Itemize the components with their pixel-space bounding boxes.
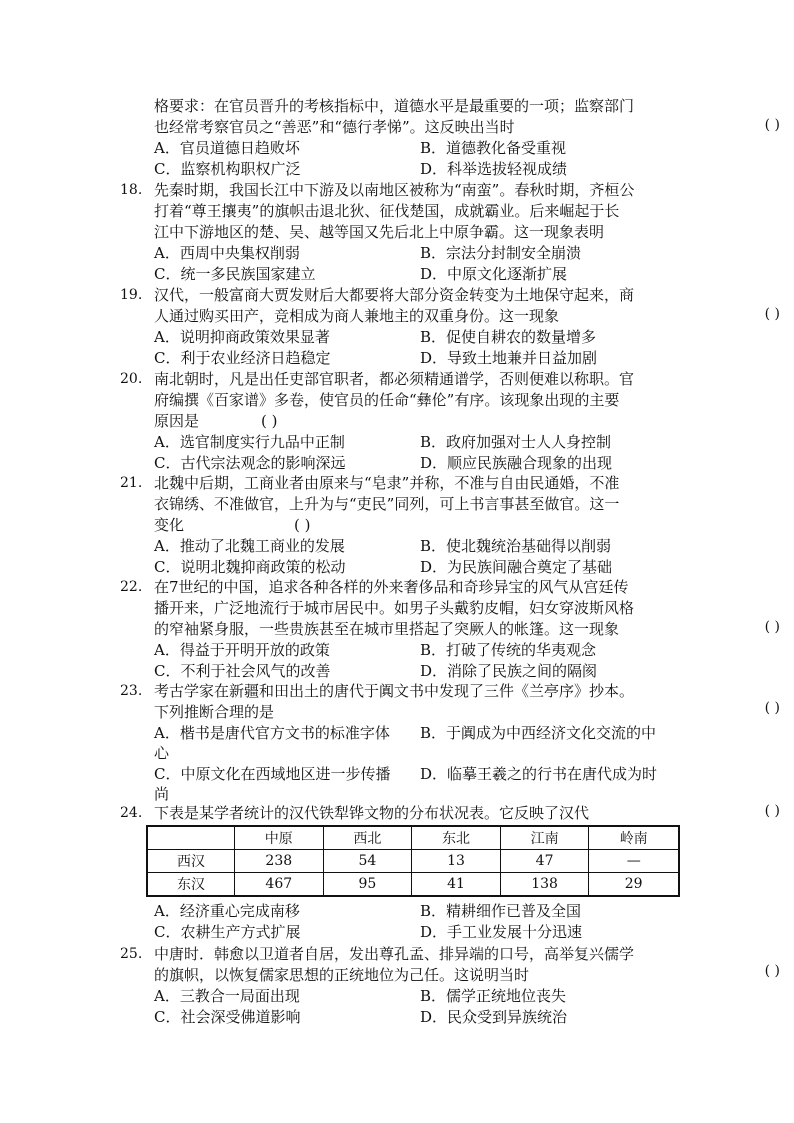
table-cell: 41 [412,873,501,897]
question-text: 江中下游地区的楚、吴、越等国又先后北上中原争霸。这一现象表明 [154,223,605,241]
question-text: 下列推断合理的是 [154,703,275,721]
option-d[interactable]: D．导致土地兼并日益加剧 [420,349,598,367]
option-b[interactable]: B．儒学正统地位丧失 [420,987,567,1005]
table-header-cell: 中原 [235,826,324,850]
option-a[interactable]: A．得益于开明开放的政策 [154,641,330,659]
table-cell: 47 [500,850,589,873]
table-header-cell: 江南 [500,826,589,850]
table-cell: 238 [235,850,324,873]
question-text: 衣锦绣、不准做官，上升为与“吏民”同列，可上书言事甚至做官。这一 [154,495,620,513]
table-cell: — [589,850,679,873]
question-text: 北魏中后期，工商业者由原来与“皂隶”并称，不准与自由民通婚，不准 [154,474,620,492]
question-text: 在7世纪的中国，追求各种各样的外来奢侈品和奇珍异宝的风气从宫廷传 [154,578,629,596]
option-d[interactable]: D．民众受到异族统治 [420,1008,568,1026]
question-text: 播开来，广泛地流行于城市居民中。如男子头戴豹皮帽，妇女穿波斯风格 [154,599,635,617]
question-number: 19. [120,287,143,303]
table-header-cell: 西北 [323,826,412,850]
option-c[interactable]: C．统一多民族国家建立 [154,265,316,283]
question-number: 20. [120,371,143,387]
question-text: 府编撰《百家谱》多卷，使官员的任命“彝伦”有序。该现象出现的主要 [154,391,620,409]
option-a[interactable]: A．楷书是唐代官方文书的标准字体 [154,724,390,742]
table-cell: 95 [323,873,412,897]
table-header-cell: 东北 [412,826,501,850]
question-text: 的窄袖紧身服，一些贵族甚至在城市里搭起了突厥人的帐篷。这一现象 [154,620,620,638]
answer-paren[interactable]: ( ) [764,963,780,979]
option-d[interactable]: D．为民族间融合奠定了基础 [420,558,613,576]
question-text: 中唐时．韩愈以卫道者自居，发出尊孔孟、排异端的口号，高举复兴儒学 [154,945,635,963]
option-c[interactable]: C．社会深受佛道影响 [154,1008,301,1026]
answer-paren[interactable]: ( ) [294,516,311,534]
table-cell: 138 [500,873,589,897]
table-header-cell [147,826,235,850]
option-b[interactable]: B．道德教化备受重视 [420,139,567,157]
option-d[interactable]: D．临摹王羲之的行书在唐代成为时 [420,765,658,783]
table-cell: 东汉 [147,873,235,897]
question-text: 考古学家在新疆和田出土的唐代于阗文书中发现了三件《兰亭序》抄本。 [154,682,635,700]
answer-paren[interactable]: ( ) [764,700,780,716]
question-text: 格要求：在官员晋升的考核指标中，道德水平是最重要的一项；监察部门 [154,97,635,115]
table-header-cell: 岭南 [589,826,679,850]
question-text: 下表是某学者统计的汉代铁犁铧文物的分布状况表。它反映了汉代 [154,804,590,822]
table-header-row [147,826,679,850]
answer-paren[interactable]: ( ) [764,117,780,133]
table-cell: 54 [323,850,412,873]
option-d[interactable]: D．中原文化逐渐扩展 [420,265,568,283]
table-row [147,850,679,873]
option-a[interactable]: A．选官制度实行九品中正制 [154,433,345,451]
question-number: 18. [120,182,143,198]
option-b[interactable]: B．使北魏统治基础得以削弱 [420,537,612,555]
option-d[interactable]: D．手工业发展十分迅速 [420,923,583,941]
question-number: 21. [120,475,143,491]
question-text: 的旗帜，以恢复儒家思想的正统地位为己任。这说明当时 [154,966,530,984]
option-b[interactable]: B．精耕细作已普及全国 [420,902,582,920]
option-c[interactable]: C．利于农业经济日趋稳定 [154,349,331,367]
answer-paren[interactable]: ( ) [764,803,780,819]
option-c-wrap: 尚 [154,785,170,803]
option-a[interactable]: A．西周中央集权削弱 [154,244,300,262]
table-cell: 467 [235,873,324,897]
option-c[interactable]: C．说明北魏抑商政策的松动 [154,558,346,576]
option-b[interactable]: B．打破了传统的华夷观念 [420,641,597,659]
option-d[interactable]: D．科举选拔轻视成绩 [420,160,568,178]
question-number: 22. [120,579,143,595]
table-row [147,873,679,897]
option-a-wrap: 心 [154,744,170,762]
option-b[interactable]: B．促使自耕农的数量增多 [420,328,597,346]
option-c[interactable]: C．监察机构职权广泛 [154,160,301,178]
answer-paren[interactable]: ( ) [764,306,780,322]
question-number: 23. [120,683,143,699]
option-b[interactable]: B．宗法分封制安全崩溃 [420,244,582,262]
answer-paren[interactable]: ( ) [261,412,278,430]
option-c[interactable]: C．中原文化在西域地区进一步传播 [154,765,391,783]
option-a[interactable]: A．推动了北魏工商业的发展 [154,537,345,555]
iron-plough-table [146,825,680,897]
option-b[interactable]: B．于阗成为中西经济文化交流的中 [420,724,657,742]
option-d[interactable]: D．顺应民族融合现象的出现 [420,454,613,472]
question-text: 也经常考察官员之“善恶”和“德行孝悌”。这反映出当时 [154,118,515,136]
option-d[interactable]: D．消除了民族之间的隔阂 [420,662,598,680]
question-text: 原因是 ( ) [154,412,278,430]
question-text: 南北朝时，凡是出任吏部官职者，都必须精通谱学，否则便难以称职。官 [154,370,635,388]
question-text: 打着“尊王攘夷”的旗帜击退北狄、征伐楚国，成就霸业。后来崛起于长 [154,202,620,220]
option-c[interactable]: C．古代宗法观念的影响深远 [154,454,346,472]
answer-paren[interactable]: ( ) [764,619,780,635]
question-text: 汉代，一般富商大贾发财后大都要将大部分资金转变为土地保守起来，商 [154,286,635,304]
option-b[interactable]: B．政府加强对士人人身控制 [420,433,612,451]
question-text: 变化 ( ) [154,516,311,534]
option-a[interactable]: A．三教合一局面出现 [154,987,300,1005]
question-number: 25. [120,946,143,962]
option-a[interactable]: A．经济重心完成南移 [154,902,300,920]
question-text: 先秦时期，我国长江中下游及以南地区被称为“南蛮”。春秋时期，齐桓公 [154,181,635,199]
question-number: 24. [120,805,143,821]
option-a[interactable]: A．说明抑商政策效果显著 [154,328,330,346]
option-c[interactable]: C．不利于社会风气的改善 [154,662,331,680]
table-cell: 西汉 [147,850,235,873]
option-c[interactable]: C．农耕生产方式扩展 [154,923,301,941]
table-cell: 13 [412,850,501,873]
option-a[interactable]: A．官员道德日趋败坏 [154,139,300,157]
question-text: 人通过购买田产，竞相成为商人兼地主的双重身份。这一现象 [154,307,560,325]
table-cell: 29 [589,873,679,897]
